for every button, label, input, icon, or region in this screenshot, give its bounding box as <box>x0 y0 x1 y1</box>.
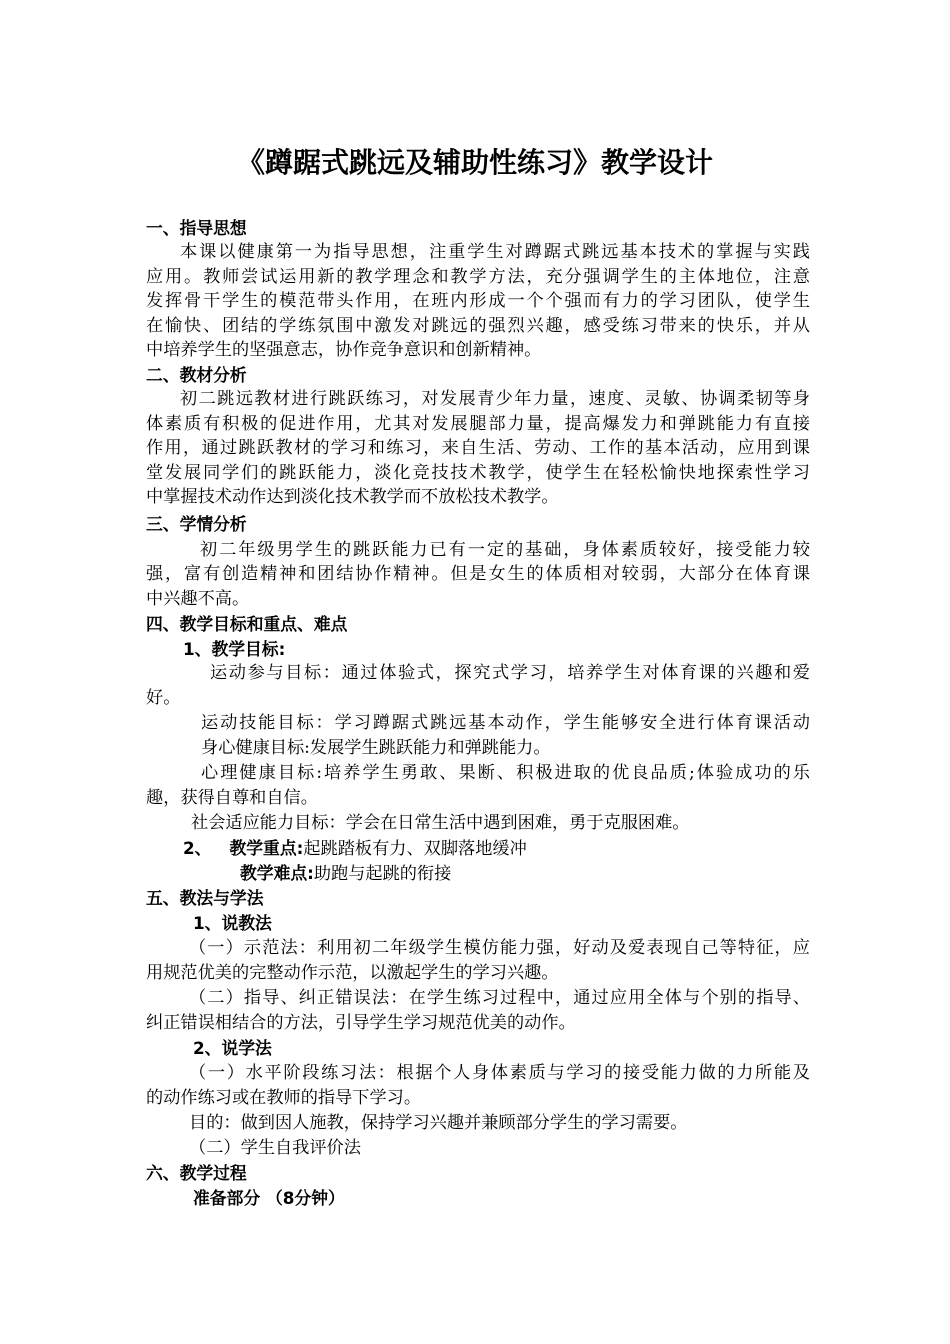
section-heading-guiding-thought: 一、指导思想 <box>146 218 247 238</box>
objective-line: 社会适应能力目标：学会在日常生活中遇到困难，勇于克服困难。 <box>191 813 690 833</box>
key-point-text: 起跳踏板有力、双脚落地缓冲 <box>303 839 527 859</box>
section-heading-methods: 五、教法与学法 <box>146 888 264 908</box>
section-heading-process: 六、教学过程 <box>146 1163 247 1183</box>
subheading-teaching-objectives: 1、教学目标: <box>183 639 286 659</box>
key-point-line <box>183 836 810 862</box>
objective-line: 身心健康目标:发展学生跳跃能力和弹跳能力。 <box>201 738 551 758</box>
objective-line: 运动参与目标：通过体验式，探究式学习，培养学生对体育课的兴趣和爱 <box>210 663 810 683</box>
objective-line: 好。 <box>146 688 181 708</box>
subheading-learning-method: 2、说学法 <box>193 1038 272 1058</box>
method-line: （一）水平阶段练习法：根据个人身体素质与学习的接受能力做的力所能及 <box>189 1063 810 1083</box>
method-line: 目的：做到因人施教，保持学习兴趣并兼顾部分学生的学习需要。 <box>189 1113 688 1133</box>
document-title: 《蹲踞式跳远及辅助性练习》教学设计 <box>236 146 713 179</box>
paragraph-line: 本课以健康第一为指导思想，注重学生对蹲踞式跳远基本技术的掌握与实践 <box>180 242 810 262</box>
difficulty-text: 助跑与起跳的衔接 <box>313 864 452 884</box>
section-heading-material-analysis: 二、教材分析 <box>146 365 247 385</box>
paragraph-line: 体素质有积极的促进作用，尤其对发展腿部力量，提高爆发力和弹跳能力有直接 <box>146 414 810 434</box>
section-heading-objectives: 四、教学目标和重点、难点 <box>146 614 348 634</box>
objective-line: 心理健康目标:培养学生勇敢、果断、积极进取的优良品质;体验成功的乐 <box>201 763 810 783</box>
key-point-number: 2、 <box>183 838 212 858</box>
method-line: （二）学生自我评价法 <box>189 1138 361 1158</box>
method-line: 的动作练习或在教师的指导下学习。 <box>146 1088 422 1108</box>
method-line: （二）指导、纠正错误法：在学生练习过程中，通过应用全体与个别的指导、 <box>189 988 810 1008</box>
subheading-preparation: 准备部分 （8分钟） <box>193 1188 345 1208</box>
objective-line: 运动技能目标：学习蹲踞式跳远基本动作，学生能够安全进行体育课活动 <box>201 713 810 733</box>
objective-line: 趣，获得自尊和自信。 <box>146 788 318 808</box>
method-line: （一）示范法：利用初二年级学生模仿能力强，好动及爱表现自己等特征，应 <box>189 938 810 958</box>
difficulty-label: 教学难点: <box>240 863 314 883</box>
paragraph-line: 中掌握技术动作达到淡化技术教学而不放松技术教学。 <box>146 487 559 507</box>
paragraph-line: 在愉快、团结的学练氛围中激发对跳远的强烈兴趣，感受练习带来的快乐，并从 <box>146 316 810 336</box>
method-line: 纠正错误相结合的方法，引导学生学习规范优美的动作。 <box>146 1013 576 1033</box>
paragraph-line: 中培养学生的坚强意志，协作竞争意识和创新精神。 <box>146 340 542 360</box>
difficulty-line <box>240 861 810 887</box>
section-heading-student-analysis: 三、学情分析 <box>146 514 247 534</box>
paragraph-line: 初二年级男学生的跳跃能力已有一定的基础，身体素质较好，接受能力较 <box>200 540 810 560</box>
key-point-label: 教学重点: <box>229 838 304 858</box>
paragraph-line: 中兴趣不高。 <box>146 589 250 609</box>
paragraph-line: 初二跳远教材进行跳跃练习，对发展青少年力量，速度、灵敏、协调柔韧等身 <box>180 389 810 409</box>
method-line: 用规范优美的完整动作示范，以激起学生的学习兴趣。 <box>146 963 559 983</box>
paragraph-line: 堂发展同学们的跳跃能力，淡化竞技技术教学，使学生在轻松愉快地探索性学习 <box>146 463 810 483</box>
paragraph-line: 应用。教师尝试运用新的教学理念和教学方法，充分强调学生的主体地位，注意 <box>146 267 810 287</box>
paragraph-line: 强，富有创造精神和团结协作精神。但是女生的体质相对较弱，大部分在体育课 <box>146 564 810 584</box>
paragraph-line: 发挥骨干学生的模范带头作用，在班内形成一个个强而有力的学习团队，使学生 <box>146 291 810 311</box>
paragraph-line: 作用，通过跳跃教材的学习和练习，来自生活、劳动、工作的基本活动，应用到课 <box>146 438 810 458</box>
subheading-teaching-method: 1、说教法 <box>193 913 272 933</box>
